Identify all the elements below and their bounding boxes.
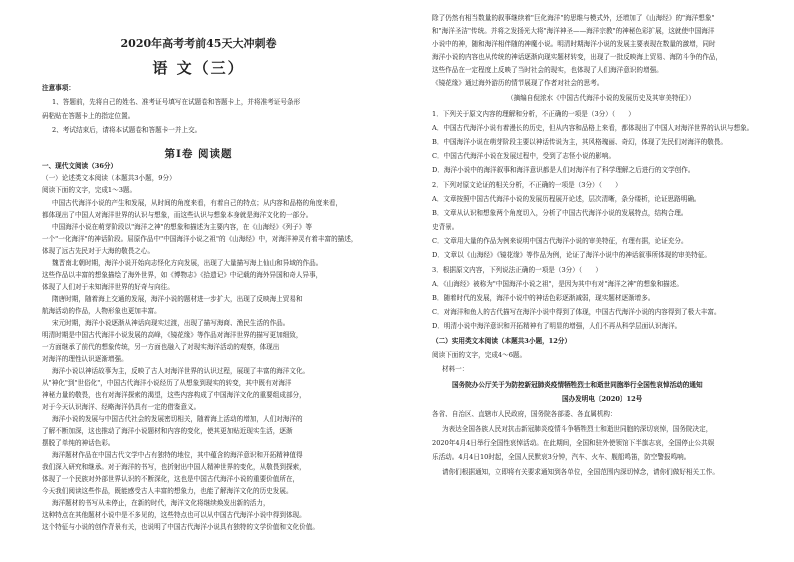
para-line: 隋唐时期，随着海上交通的发展，海洋小说的题材进一步扩大，出现了反映海上贸易和 xyxy=(52,295,303,303)
source-citation: （摘编自倪浓水《中国古代海洋小说的发展历史及其审美特征》） xyxy=(507,94,695,102)
recipients: 各省、自治区、直辖市人民政府，国务院各部委、各直属机构： xyxy=(432,410,617,418)
instruction: 阅读下面的文字，完成1～3题。 xyxy=(42,186,137,194)
para-line: 这些作品以丰富的想象描绘了海外世界，如《博物志》《拾遗记》中记载的海外异国和奇人异事， xyxy=(42,271,323,279)
body-line: 2020年4月4日举行全国性哀悼活动。在此期间，全国和驻外使领馆下半旗志哀，全国停止公共娱 xyxy=(432,439,715,447)
para-line: 中国古代海洋小说的产生和发展，从时间的角度来看，有着自己的特点；从内容和品格的角度来看， xyxy=(52,199,343,207)
q1-option-a: A．中国古代海洋小说有着漫长的历史，但从内容和品格上来看，都体现出了中国人对海洋世界的认识与想象。 xyxy=(432,124,754,132)
para-line: 海洋小说以神话故事为主，反映了古人对海洋世界的认识过程，展现了丰富的海洋文化。 xyxy=(52,367,310,375)
intro-line: 海洋小说的内容也从传统的神话逐渐向现实题材转变，出现了一批反映海上贸易、海防斗争的作品， xyxy=(432,53,723,61)
question-3: 3．根据原文内容，下列说法正确的一项是（3分）（ ） xyxy=(432,266,602,274)
notice-title: 注意事项： xyxy=(42,84,75,92)
para-line: 对海洋的理性认识逐渐增强。 xyxy=(42,355,128,363)
question-2: 2．下列对原文论证的相关分析，不正确的一项是（3分）（ ） xyxy=(432,181,622,189)
right-column xyxy=(397,0,794,562)
q2-option-b-cont: 史背景。 xyxy=(432,223,459,231)
exam-title: 2020年高考考前45天大冲刺卷 xyxy=(120,37,277,50)
material-label: 材料一： xyxy=(442,365,469,373)
para-line: 从"神化"到"世俗化"，中国古代海洋小说经历了从想象到现实的转变，其中既有对海洋 xyxy=(42,379,292,387)
para-line: 海洋题材的书写从未停止，在新的时代，海洋文化将继续焕发出新的活力， xyxy=(52,499,270,507)
para-line: 一个"一化海洋"的神话阶段。屈原作品中"中国海洋小说之祖"的《山海经》中，对海洋神灵有着丰富的描述， xyxy=(42,235,358,243)
intro-line: 《镜花缘》通过海外游历的情节展现了作者对社会的思考。 xyxy=(432,79,604,87)
q1-option-c: C．中国古代海洋小说在发展过程中，受到了志怪小说的影响。 xyxy=(432,152,616,160)
q3-option-b: B．随着时代的发展，海洋小说中的神话色彩逐渐减弱，现实题材逐渐增多。 xyxy=(432,294,655,302)
q3-option-a: A．《山海经》被称为"中国海洋小说之祖"，是因为其中有对"海洋之神"的想象和描述。 xyxy=(432,280,683,288)
part2-heading: （二）实用类文本阅读（本题共3小题，12分） xyxy=(432,337,572,345)
para-line: 魏晋南北朝时期，海洋小说开始向志怪化方向发展，出现了大量描写海上仙山和异域的作品。 xyxy=(52,259,323,267)
para-line: 海洋题材作品在中国古代文学中占有独特的地位，其中蕴含的海洋意识和开拓精神值得 xyxy=(52,451,303,459)
q2-option-b: B．文章从认识和想象两个角度切入，分析了中国古代海洋小说的发展特点，结构合理。 xyxy=(432,209,688,217)
para-line: 宋元时期，海洋小说逐渐从神话向现实过渡，出现了描写海商、渔民生活的作品。 xyxy=(52,319,290,327)
notice-line-2: 码粘贴在答题卡上的指定位置。 xyxy=(42,112,135,120)
body-line: 乐活动。4月4日10时起，全国人民默哀3分钟，汽车、火车、舰船鸣笛，防空警报鸣响。 xyxy=(432,453,691,461)
para-line: 海洋小说的发展与中国古代社会的发展密切相关，随着海上活动的增加，人们对海洋的 xyxy=(52,415,303,423)
para-line: 都体现出了中国人对海洋世界的认识与想象，而这些认识与想象本身就是海洋文化的一部分。 xyxy=(42,211,313,219)
body-line: 请你们根据通知，立即将有关要求通知到各单位，全国范围内深切悼念，请你们做好相关工作。 xyxy=(442,468,719,476)
notice-heading: 国务院办公厅关于为防控新冠肺炎疫情牺牲烈士和逝世同胞举行全国性哀悼活动的通知 xyxy=(452,381,703,389)
para-line: 神秘力量的敬畏，也有对海洋探索的渴望，这些内容构成了中国海洋文化的重要组成部分， xyxy=(42,391,306,399)
part1-heading: 一、现代文阅读（36分） xyxy=(42,162,118,170)
intro-line: 和"海洋圣洁"传统。并将之发扬光大将"海洋神圣——海洋宗教"的神秘色彩扩展，这就使中国海洋 xyxy=(432,27,715,35)
q1-option-b: B．中国海洋小说在萌芽阶段主要以神话传说为主，其风格瑰丽、奇幻，体现了先民们对海洋的敬畏。 xyxy=(432,138,727,146)
part1a-heading: （一）论述类文本阅读（本题共3小题，9分） xyxy=(42,174,176,182)
para-line: 明清时期是中国古代海洋小说发展的高峰，《镜花缘》等作品对海洋世界的描写更加细致， xyxy=(42,331,303,339)
intro-line: 这些作品在一定程度上反映了当时社会的现实，也体现了人们海洋意识的增强。 xyxy=(432,66,663,74)
para-line: 体现了一个民族对外部世界认识的不断深化，这也是中国古代海洋小说的重要价值所在， xyxy=(42,475,300,483)
para-line: 体现了人们对于未知海洋世界的好奇与向往。 xyxy=(42,283,174,291)
para-line: 今天我们阅读这些作品，既能感受古人丰富的想象力，也能了解海洋文化的历史发展。 xyxy=(42,487,293,495)
para-line: 对于今天认识海洋、经略海洋仍具有一定的借鉴意义。 xyxy=(42,403,201,411)
q2-option-c: C．文章用大量的作品为例来说明中国古代海洋小说的审美特征，有理有据，论证充分。 xyxy=(432,237,688,245)
para-line: 航海活动的作品，人物形象也更加丰富。 xyxy=(42,307,161,315)
para-line: 我们深入研究和继承。对于海洋的书写，也折射出中国人精神世界的变化，从敬畏到探索， xyxy=(42,463,306,471)
body-line: 为表达全国各族人民对抗击新冠肺炎疫情斗争牺牲烈士和逝世同胞的深切哀悼，国务院决定， xyxy=(442,425,713,433)
para-line: 一方面继承了前代的想象传统，另一方面也融入了对现实海洋活动的观察，体现出 xyxy=(42,343,280,351)
intro-line: 小说中的神，随和海洋相伴随的神魔小说。明清时期海洋小说的发展主要表现在数量的激增，同时 xyxy=(432,40,716,48)
para-line: 体现了远古先民对于大海的敬畏之心。 xyxy=(42,247,155,255)
para-line: 这种特点在其他题材小说中是不多见的，这些特点也可以从中国古代海洋小说中得到体现。 xyxy=(42,511,306,519)
instruction-2: 阅读下面的文字，完成4～6题。 xyxy=(432,351,527,359)
q3-option-c: C．对海洋和鱼人的古代描写在海洋小说中得到了体现，中国古代海洋小说的内容得到了极大丰富。 xyxy=(432,308,721,316)
para-line: 了解不断加深，这也推动了海洋小说题材和内容的变化，使其更加贴近现实生活，逐渐 xyxy=(42,427,293,435)
para-line: 这个特征与小说的创作背景有关，也说明了中国古代海洋小说具有独特的文学价值和文化价值。 xyxy=(42,523,319,531)
para-line: 中国海洋小说在萌芽阶段以"海洋之神"的想象和描述为主要内容，在《山海经》《列子》等 xyxy=(52,223,312,231)
notice-line-3: 2、考试结束后，请将本试题卷和答题卡一并上交。 xyxy=(52,126,202,134)
q1-option-d: D．海洋小说中的海洋叙事和海洋意识都是人们对海洋有了科学理解之后进行的文学创作。 xyxy=(432,166,695,174)
para-line: 摆脱了单纯的神话色彩。 xyxy=(42,439,115,447)
q2-option-a: A．文章按照中国古代海洋小说的发展历程展开论述，层次清晰，条分缕析，论证思路明确。 xyxy=(432,195,701,203)
q2-option-d: D．文章以《山海经》《镜花缘》等作品为例，论证了海洋小说中的神话叙事所体现的审美特征。 xyxy=(432,251,711,259)
question-1: 1．下列关于原文内容的理解和分析，不正确的一项是（3分）（ ） xyxy=(432,110,635,118)
notice-line-1: 1、答题前，先将自己的姓名、准考证号填写在试题卷和答题卡上，并将准考证号条形 xyxy=(52,98,301,106)
intro-line: 除了仍然有相当数量的叙事继续着"巨化海洋"的思维与模式外，还增加了《山海经》的"海洋想象" xyxy=(432,14,715,22)
section-title: 第Ⅰ卷 阅读题 xyxy=(164,148,233,160)
subject-title: 语 文（三） xyxy=(152,59,245,77)
document-number: 国办发明电〔2020〕12号 xyxy=(562,395,643,403)
q3-option-d: D．明清小说中海洋意识和开拓精神有了明显的增强，人们不再从科学层面认识海洋。 xyxy=(432,322,682,330)
